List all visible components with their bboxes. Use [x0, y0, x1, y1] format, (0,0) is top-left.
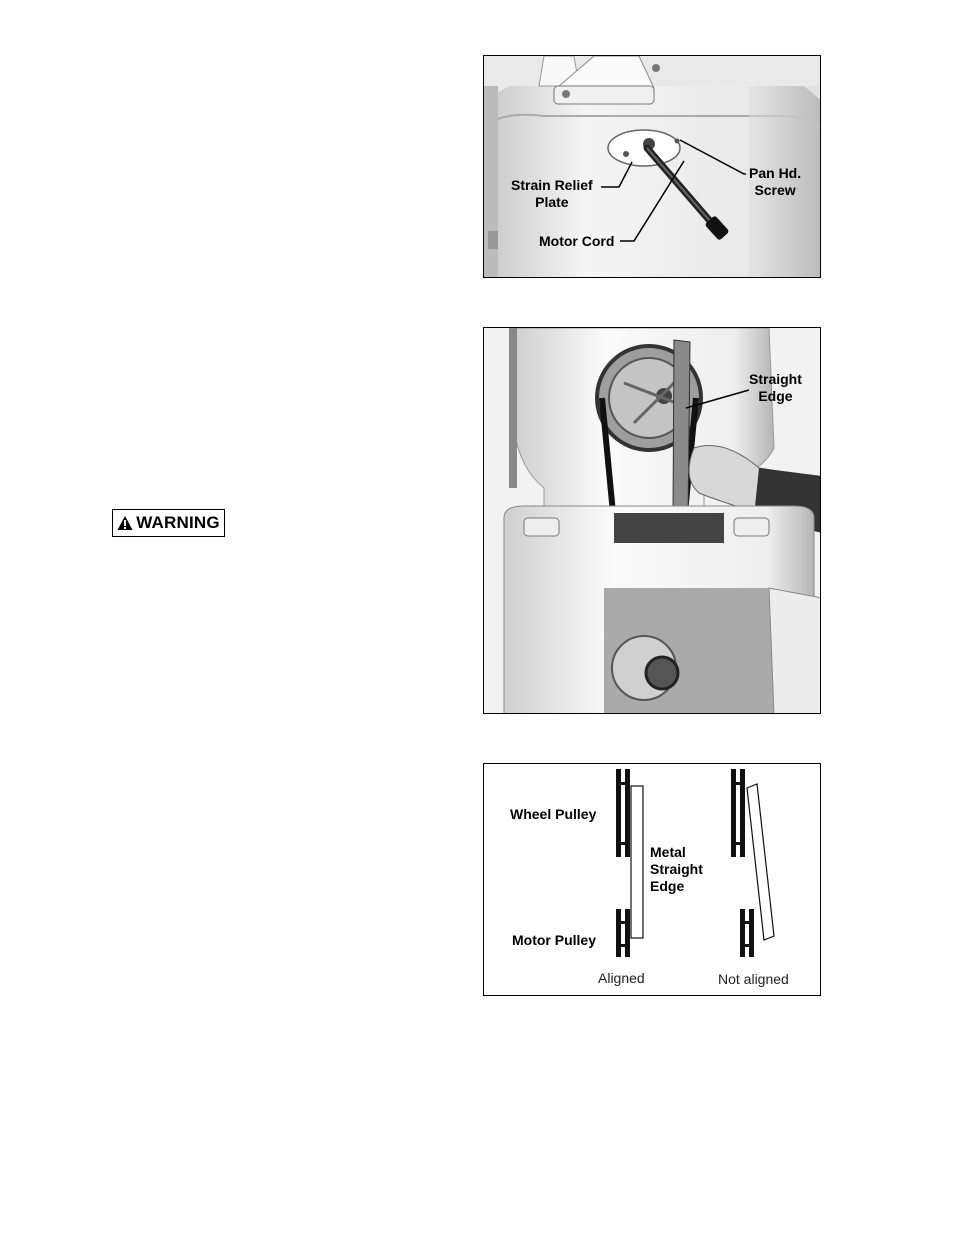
callout-text: Edge: [758, 388, 793, 404]
caption-not-aligned: Not aligned: [718, 971, 789, 987]
warning-triangle-icon: [117, 515, 133, 531]
label-wheel-pulley: Wheel Pulley: [510, 806, 597, 822]
label-text: Straight: [650, 861, 703, 877]
callout-pan-hd-screw: [749, 165, 801, 199]
label-text: Edge: [650, 878, 685, 894]
figure-strain-relief-photo: [483, 55, 821, 278]
warning-label: WARNING: [136, 513, 220, 532]
callout-strain-relief-plate: [511, 177, 593, 211]
caption-aligned: Aligned: [598, 970, 645, 986]
callout-text: Pan Hd.: [749, 165, 802, 181]
label-text: Metal: [650, 844, 686, 860]
callout-text: Straight: [749, 371, 802, 387]
label-motor-pulley: Motor Pulley: [512, 932, 597, 948]
callout-text: Plate: [535, 194, 569, 210]
label-metal-straight-edge: [650, 844, 703, 895]
callout-straight-edge: [749, 371, 802, 405]
callout-text: Screw: [754, 182, 796, 198]
warning-badge: [112, 509, 225, 537]
callout-text: Strain Relief: [511, 177, 593, 193]
figure-straight-edge-photo: [483, 327, 821, 714]
callout-motor-cord: Motor Cord: [539, 233, 615, 249]
figure-pulley-alignment-diagram: [483, 763, 821, 996]
